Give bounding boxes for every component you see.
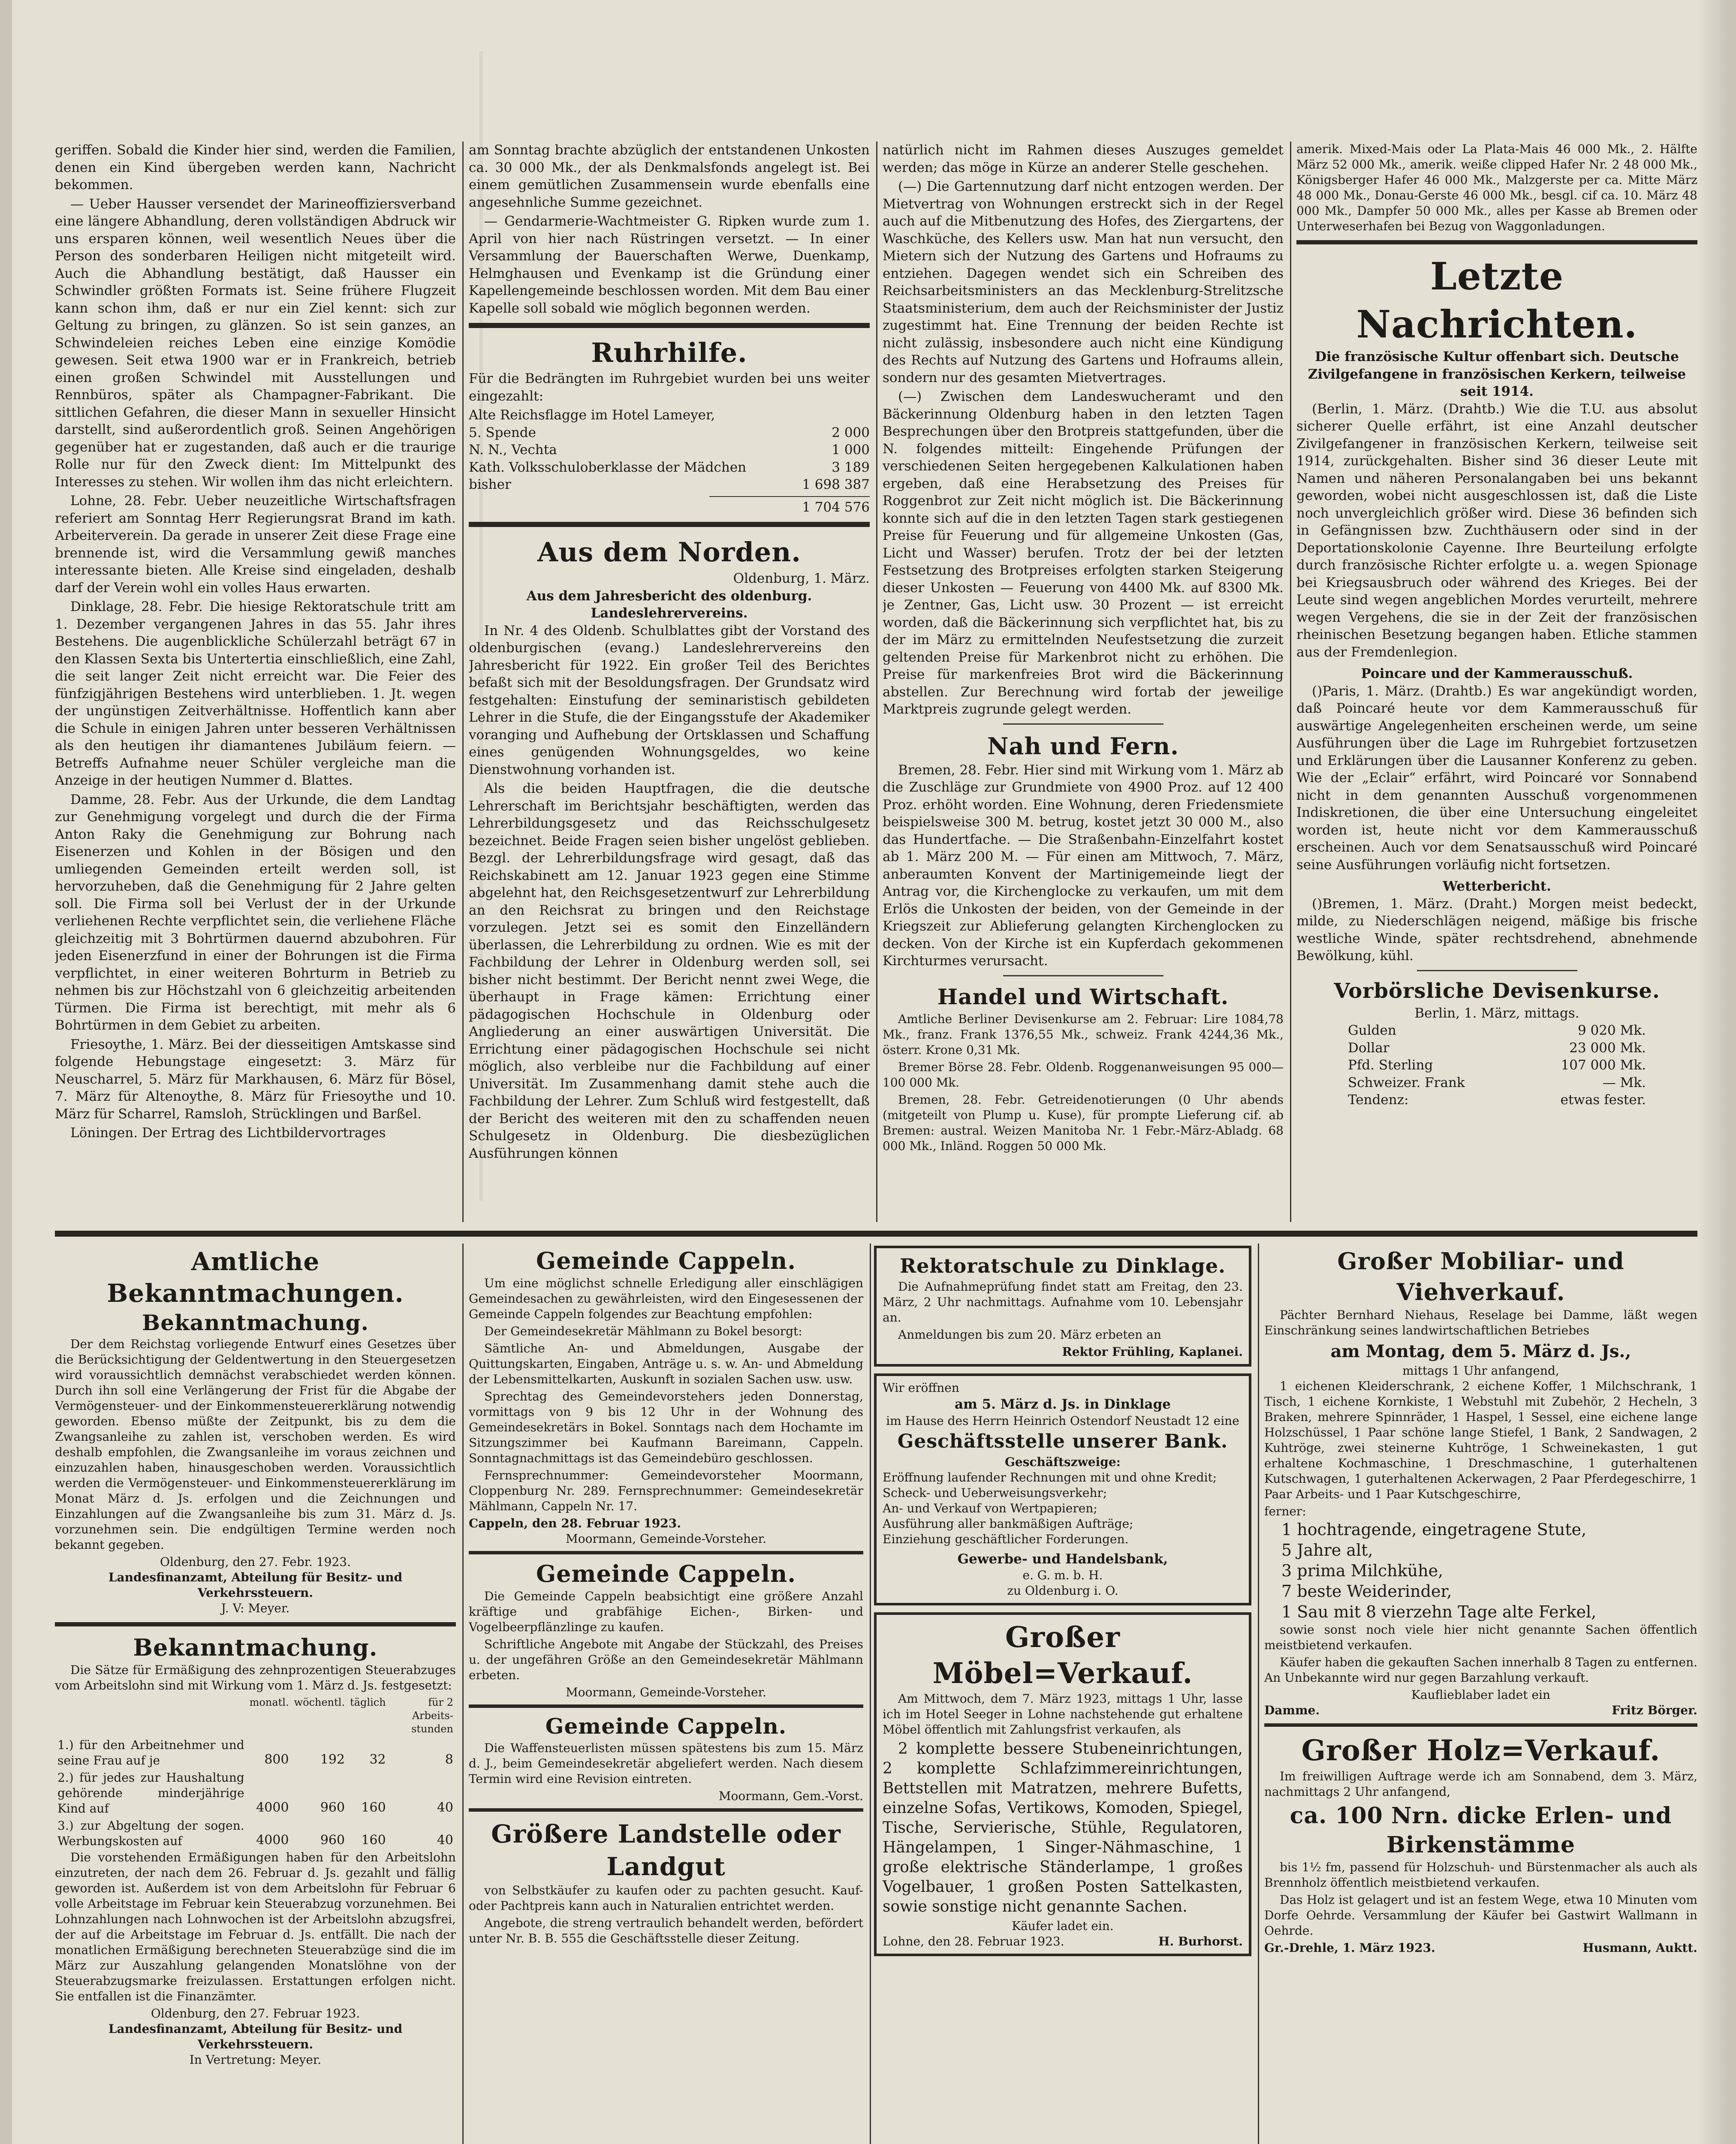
bank-service-item: Ausführung aller bankmäßigen Aufträge; xyxy=(883,1516,1133,1531)
devisen-label: Gulden xyxy=(1348,1023,1396,1038)
devisen-heading: Vorbörsliche Devisenkurse. xyxy=(1334,979,1660,1003)
bank-heading: Geschäftsstelle unserer Bank. xyxy=(897,1430,1228,1452)
mobiliar-paragraph: 1 eichenen Kleiderschrank, 2 eichene Koffer, 1 Milchschrank, 1 Tisch, 1 eichene Kornkiste, 1 Webstuhl mit Zubehör, 2 Hecheln, 3 Braken, mehrere Spinnräder, 1 Haspel, 1 Sessel, eine eichene lange Holzschüssel, 1 Paar schöne lange Stiefel, 1 Bank, 2 Sandwagen, 2 Kuhtröge, zwei steinerne Kuhtröge, 1 Schweinekasten, 1 gut erhaltene Kochmaschine, 1 Dreschmaschine, 1 guterhaltenen Kutschwagen, 1 guterhaltenen Ackerwagen, 2 Paar Pferdegeschirre, 1 Paar Arbeits- und 1 Paar Kutschgeschirre, xyxy=(1264,1379,1697,1501)
col1-paragraph: geriffen. Sobald die Kinder hier sind, werden die Familien, denen ein Kind übergeben werden kann, Nachricht bekommen. xyxy=(55,142,456,193)
devisen-row xyxy=(1348,1039,1646,1057)
column-rule xyxy=(462,142,464,1222)
cappeln1-signature-place: Cappeln, den 28. Februar 1923. xyxy=(469,1516,681,1530)
col4-paragraph: amerik. Mixed-Mais oder La Plata-Mais 46 000 Mk., 2. Hälfte März 52 000 Mk., amerik. weiße clipped Hafer Nr. 2 48 000 Mk., Königsberger Hafer 46 000 Mk., Malzgerste per ca. Mitte März 48 000 Mk., Donau-Gerste 46 000 Mk., besgl. cif ca. 10. März 48 000 Mk., Dampfer 50 000 Mk., alles per Kasse ab Bremen oder Unterweserhafen bei Bezug von Waggonladungen. xyxy=(1296,142,1697,233)
bekanntmachung-heading: Bekanntmachung. xyxy=(142,1310,369,1335)
col4-paragraph: ()Bremen, 1. März. (Draht.) Morgen meist bedeckt, milde, zu Niederschlägen neigend, mäßige bis frische westliche Winde, später rechtsdrehend, abnehmende Bewölkung, kühl. xyxy=(1296,896,1697,964)
mobiliar-signature xyxy=(1264,1703,1697,1718)
bank-org2: e. G. m. b. H. xyxy=(1022,1568,1103,1582)
bank-service-item: Scheck- und Ueberweisungsverkehr; xyxy=(883,1485,1107,1500)
section-divider xyxy=(1003,975,1163,976)
mobiliar-paragraph: sowie sonst noch viele hier nicht genannte Sachen öffentlich meistbietend verkaufen. xyxy=(1264,1623,1697,1652)
steuer-table-cell: 160 xyxy=(361,1832,386,1848)
ad-column-verkauf xyxy=(1264,1246,1697,2144)
steuer-table-cell: 800 xyxy=(264,1752,289,1767)
ad-amtliche-bekanntmachungen xyxy=(55,1246,456,2144)
steuer-table-header xyxy=(55,1695,456,1737)
bank-service-item: Eröffnung laufender Rechnungen mit und ohne Kredit; xyxy=(883,1470,1217,1485)
steuer-table-cell: 160 xyxy=(361,1800,386,1815)
devisen-value: 107 000 Mk. xyxy=(1561,1057,1646,1073)
cappeln1-paragraph: Der Gemeindesekretär Mählmann zu Bokel besorgt: xyxy=(484,1324,802,1338)
bank-intro: Wir eröffnen xyxy=(883,1381,959,1395)
ad-mobiliar xyxy=(1264,1246,1697,1727)
devisen-label: Dollar xyxy=(1348,1040,1389,1056)
holz-signature xyxy=(1264,1940,1697,1956)
moebel-heading: Großer Möbel=Verkauf. xyxy=(932,1620,1193,1690)
devisen-value: 9 020 Mk. xyxy=(1578,1023,1646,1038)
ad-rektoratschule xyxy=(874,1246,1251,1367)
section-divider xyxy=(469,323,870,328)
norden-heading: Aus dem Norden. xyxy=(537,536,801,568)
steuer-table-row xyxy=(55,1817,456,1850)
steuer-table-label: 3.) zur Abgeltung der sogen. Werbungskosten auf xyxy=(57,1819,244,1848)
ruhrhilfe-row xyxy=(469,459,870,476)
ads-separator xyxy=(55,1231,1697,1237)
ruhrhilfe-label: Kath. Volksschuloberklasse der Mädchen xyxy=(469,459,747,475)
col3-paragraph: Bremer Börse 28. Febr. Oldenb. Roggenanweisungen 95 000—100 000 Mk. xyxy=(883,1060,1284,1090)
wetter-heading: Wetterbericht. xyxy=(1443,879,1551,894)
amtlich-signature-org: Landesfinanzamt, Abteilung für Besitz- und Verkehrssteuern. xyxy=(108,1570,403,1600)
ruhrhilfe-value: 1 698 387 xyxy=(802,477,870,492)
norden-subheading: Aus dem Jahresbericht des oldenburg. Landeslehrervereins. xyxy=(526,588,812,621)
ad-cappeln-1 xyxy=(469,1246,863,1554)
poincare-heading: Poincare und der Kammerausschuß. xyxy=(1361,666,1633,681)
column-3 xyxy=(883,142,1284,1224)
mobiliar-paragraph: Pächter Bernhard Niehaus, Reselage bei Damme, läßt wegen Einschränkung seines landwirtschaftlichen Betriebes xyxy=(1264,1308,1697,1337)
rektorat-paragraph: Die Aufnahmeprüfung findet statt am Freitag, den 23. März, 2 Uhr nachmittags. Aufnahme vom 10. Lebensjahr an. xyxy=(883,1280,1243,1325)
devisen-list xyxy=(1296,1022,1697,1109)
col2-paragraph: In Nr. 4 des Oldenb. Schulblattes gibt der Vorstand des oldenburgischen (evang.) Landeslehrervereins den Jahresbericht für 1922. Ein großer Teil des Berichtes befaßt sich mit der Besoldungsfragen. Der Grundsatz wird festgehalten: Einstufung der seminaristisch gebildeten Lehrer in die Stufe, die der Eingangsstufe der Akademiker voranging und Aufhebung der Ortsklassen und Schaffung eines genügenden Wohnungsgeldes, wo keine Dienstwohnung vorhanden ist. xyxy=(469,623,870,777)
amtlich-paragraph: Der dem Reichstag vorliegende Entwurf eines Gesetzes über die Berücksichtigung der Geldentwertung in den Steuergesetzen wird voraussichtlich demnächst verabschiedet werden können. Durch ihn soll eine Verlängerung der Frist für die Abgabe der Vermögensteuer- und der Einkommensteuererklärung notwendig geworden. Ebenso müßte der Zeitpunkt, bis zu dem die Zwangsanleihe zu zahlen ist, verschoben werden. Es wird deshalb empfohlen, die Zwangsanleihe im voraus zeichnen und einzuzahlen haben, hinausgeschoben werden. Voraussichtlich werden die Vermögensteuer- und Einkommensteuererklärung im Monat März d. Js. erfolgen und die Zeichnungen und Einzahlungen auf die Zwangsanleihe bis zum 31. März d. Js. vorzunehmen sein. Die endgültigen Termine werden noch bekannt gegeben. xyxy=(55,1337,456,1552)
bekannt2-signature-place: Oldenburg, den 27. Februar 1923. xyxy=(151,2006,360,2021)
devisen-row xyxy=(1348,1022,1646,1039)
devisen-row xyxy=(1348,1074,1646,1092)
ad-column-rule xyxy=(462,1244,464,2144)
rektorat-heading: Rektoratschule zu Dinklage. xyxy=(899,1254,1226,1277)
devisen-row xyxy=(1348,1091,1646,1109)
steuer-table xyxy=(55,1695,456,1850)
col1-paragraph: Lohne, 28. Febr. Ueber neuzeitliche Wirtschaftsfragen referiert am Sonntag Herr Regierungsrat Brand im kath. Arbeiterverein. Da gerade in unserer Zeit diese Frage eine brennende ist, wird die Versammlung gewiß manches interessante bieten. Alle Kreise sind eingeladen, deshalb darf der Verein wohl ein volles Haus erwarten. xyxy=(55,493,456,596)
holz-signature-name: Husmann, Auktt. xyxy=(1582,1941,1697,1955)
devisen-dateline: Berlin, 1. März, mittags. xyxy=(1414,1005,1579,1021)
ruhrhilfe-row xyxy=(469,407,870,424)
mobiliar-ferner: ferner: xyxy=(1264,1504,1306,1518)
col1-paragraph: Dinklage, 28. Febr. Die hiesige Rektoratschule tritt am 1. Dezember vergangenen Jahres in das 55. Jahr ihres Bestehens. Die augenblickliche Schülerzahl beträgt 67 in den Klassen Sexta bis Untertertia einschließlich, eine Zahl, die seit langer Zeit nicht erreicht war. Die Feier des fünfzigjährigen Bestehens wird unterblieben. 1. Jt. wegen der ungünstigen Zeitverhältnisse. Hoffentlich kann aber die Schule in einigen Jahren unter besseren Verhältnissen als den heutigen ihr diamantenes Jubiläum feiern. — Betreffs Aufnahme neuer Schüler vergleiche man die Anzeige in der heutigen Nummer d. Blattes. xyxy=(55,599,456,788)
section-divider xyxy=(1296,240,1697,244)
col3-paragraph: (—) Zwischen dem Landeswucheramt und den Bäckerinnung Oldenburg haben in den letzten Tagen Besprechungen über den Brotpreis stattgefunden, über die N. folgendes mitteilt: Eingehende Prüfungen der verschiedenen Seiten hergegebenen Kalkulationen haben ergeben, daß eine Herabsetzung des Preises für Roggenbrot zur Zeit nicht möglich ist. Die Bäckerinnung konnte sich auf die in den letzten Tagen stark gestiegenen Preise für Feuerung und für allgemeine Unkosten (Gas, Licht und Wasser) berufen. Trotz der bei der letzten Festsetzung des Brotpreises erfolgten starken Steigerung dieser Unkosten — Feuerung von 4400 Mk. auf 8300 Mk. je Zentner, Gas, Licht usw. 30 Prozent — ist erreicht worden, daß die Bäckerinnung sich verpflichtet hat, bis zu der im März zu ermittelnden Neufestsetzung die zurzeit geltenden Preise für Markenbrot nicht zu erhöhen. Die Preise für markenfreies Brot wird die Bäckerinnung abstellen. Zur Berechnung wird fortab der jeweilige Marktpreis zugrunde gelegt werden. xyxy=(883,389,1284,717)
steuer-table-column-header: täglich xyxy=(350,1696,386,1708)
column-4 xyxy=(1296,142,1697,1224)
mobiliar-signature-name: Fritz Börger. xyxy=(1612,1703,1697,1717)
moebel-signature-place: Lohne, den 28. Februar 1923. xyxy=(883,1934,1064,1948)
cappeln3-heading: Gemeinde Cappeln. xyxy=(545,1713,787,1739)
steuer-table-cell: 960 xyxy=(320,1832,345,1848)
ad-moebel xyxy=(874,1612,1251,1956)
ad-landstelle xyxy=(469,1812,863,1954)
ruhrhilfe-label: bisher xyxy=(469,477,511,492)
mobiliar-paragraph: Käufer haben die gekauften Sachen innerhalb 8 Tagen zu entfernen. An Unbekannte wird nur gegen Barzahlung verkauft. xyxy=(1264,1655,1697,1685)
mobiliar-animal-item: 7 beste Weiderinder, xyxy=(1281,1582,1452,1601)
rektorat-signature: Rektor Frühling, Kaplanei. xyxy=(1062,1345,1243,1359)
steuer-table-column-header: monatl. xyxy=(249,1696,289,1708)
letzte-nachrichten-heading: Letzte Nachrichten. xyxy=(1356,254,1638,346)
column-1 xyxy=(55,142,456,1224)
col4-paragraph: ()Paris, 1. März. (Drahtb.) Es war angekündigt worden, daß Poincaré heute vor dem Kammerausschuß für auswärtige Angelegenheiten erscheinen werde, um seine Ausführungen über die Lage im Ruhrgebiet fortzusetzen und Erklärungen über die Lausanner Konferenz zu geben. Wie der „Eclair“ erfährt, wird Poincaré vor Sonnabend nicht in dem genannten Ausschuß vorgenommenen Indiskretionen, die über eine Untersuchung eingeleitet worden ist, heute nicht vor dem Kammerausschuß erscheinen. Auch vor dem Senatsausschuß wird Poincaré seine Ausführungen vorläufig nicht fortsetzen. xyxy=(1296,683,1697,873)
steuer-table-cell: 32 xyxy=(369,1752,386,1767)
steuer-table-corner xyxy=(55,1695,247,1737)
holz-signature-place: Gr.-Drehle, 1. März 1923. xyxy=(1264,1941,1435,1955)
ruhrhilfe-list xyxy=(469,407,870,494)
devisen-row xyxy=(1348,1057,1646,1074)
col2-paragraph: Als die beiden Hauptfragen, die die deutsche Lehrerschaft im Berichtsjahr beschäftigten, werden das Lehrerbildungsgesetz und das Reichsschulgesetz bezeichnet. Beide Fragen seien bisher ungelöst geblieben. Bezgl. der Lehrerbildungsfrage wird gesagt, daß das Reichskabinett am 12. Januar 1923 gegen eine Stimme abgelehnt hat, den Reichsgesetzentwurf zur Lehrerbildung an den Reichsrat zu bringen und den Reichstage vorzulegen. Jetzt sei es somit den Einzelländern überlassen, die Lehrerbildung zu ordnen. Wie es mit der Fachbildung der Lehrer in Oldenburg werden soll, sei bisher nicht bestimmt. Der Bericht nennt zwei Wege, die überhaupt in Frage kämen: Errichtung einer pädagogischen Hochschule in Oldenburg oder Angliederung an einer auswärtigen Universität. Die Errichtung einer pädagogischen Hochschule sei nicht möglich, also verbleibe nur die Fachbildung auf einer Universität. Im Zusammenhang damit stehe auch die Fachbildung der Lehrer. Zum Schluß wird festgestellt, daß der Bericht des weiteren mit den zu schaffenden neuen Schulgesetz in Oldenburg. Die diesbezüglichen Ausführungen können xyxy=(469,781,870,1161)
cappeln1-paragraph: Um eine möglichst schnelle Erledigung aller einschlägigen Gemeindesachen zu gewährleisten, wird den Eingesessenen der Gemeinde Cappeln folgendes zur Beachtung empfohlen: xyxy=(469,1276,863,1321)
steuer-table-cell: 40 xyxy=(437,1832,453,1848)
ruhrhilfe-total: 1 704 576 xyxy=(709,496,870,516)
holz-paragraph: bis 1½ fm, passend für Holzschuh- und Bürstenmacher als auch als Brennholz öffentlich meistbietend verkaufen. xyxy=(1264,1860,1697,1890)
ad-holz xyxy=(1264,1727,1697,1956)
cappeln1-paragraph: Fernsprechnummer: Gemeindevorsteher Moormann, Cloppenburg Nr. 289. Fernsprechnummer: Gemeindesekretär Mählmann, Cappeln Nr. 17. xyxy=(469,1468,863,1513)
ad-cappeln-3 xyxy=(469,1708,863,1812)
steuer-table-label: 1.) für den Arbeitnehmer und seine Frau auf je xyxy=(57,1738,244,1768)
column-rule xyxy=(1290,142,1291,1222)
steuer-table-cell: 192 xyxy=(320,1752,345,1767)
ruhrhilfe-row xyxy=(469,424,870,442)
ruhrhilfe-row xyxy=(469,441,870,459)
steuer-table-cell: 8 xyxy=(445,1752,453,1767)
steuer-table-column-header: wöchentl. xyxy=(294,1696,345,1708)
bekanntmachung2-heading: Bekanntmachung. xyxy=(133,1634,378,1661)
rektorat-paragraph: Anmeldungen bis zum 20. März erbeten an xyxy=(898,1328,1161,1342)
devisen-value: — Mk. xyxy=(1602,1075,1646,1090)
bank-services-list xyxy=(883,1470,1243,1547)
column-rule xyxy=(876,142,877,1222)
bank-service-item: An- und Verkauf von Wertpapieren; xyxy=(883,1501,1097,1515)
bank-place: im Hause des Herrn Heinrich Ostendorf Neustadt 12 eine xyxy=(886,1413,1239,1428)
ad-divider xyxy=(55,1622,456,1626)
steuer-table-cell: 40 xyxy=(437,1800,453,1815)
holz-offer: ca. 100 Nrn. dicke Erlen- und Birkenstämme xyxy=(1290,1803,1672,1858)
ad-column-dinklage xyxy=(874,1246,1251,2144)
col3-paragraph: Amtliche Berliner Devisenkurse am 2. Februar: Lire 1084,78 Mk., franz. Frank 1376,55 Mk., schweiz. Frank 4244,36 Mk., österr. Krone 0,31 Mk. xyxy=(883,1012,1284,1057)
steuer-table-column-header: für 2 Arbeits-stunden xyxy=(411,1696,453,1735)
mobiliar-invite: Kauflieblaber ladet ein xyxy=(1411,1688,1551,1702)
holz-paragraph: Das Holz ist gelagert und ist an festem Wege, etwa 10 Minuten vom Dorfe Oehrde. Versammlung der Käufer bei Gastwirt Wallmann in Oehrde. xyxy=(1264,1893,1697,1938)
ruhrhilfe-label: 5. Spende xyxy=(469,425,536,440)
bank-org: Gewerbe- und Handelsbank, xyxy=(957,1551,1168,1567)
devisen-value: etwas fester. xyxy=(1560,1092,1646,1108)
holz-paragraph: Im freiwilligen Auftrage werde ich am Sonnabend, dem 3. März, nachmittags 2 Uhr anfangend, xyxy=(1264,1769,1697,1799)
mobiliar-animal-item: 1 hochtragende, eingetragene Stute, xyxy=(1281,1520,1587,1539)
cappeln2-paragraph: Schriftliche Angebote mit Angabe der Stückzahl, des Preises u. der ungefähren Größe an den Gemeindesekretär Mählmann erbeten. xyxy=(469,1637,863,1682)
bekannt2-paragraph: Die vorstehenden Ermäßigungen haben für den Arbeitslohn einzutreten, der nach dem 26. Februar d. Js. gezahlt und fällig geworden ist. Außerdem ist von dem Arbeitslohn für Februar 6 volle Arbeitstage im Februar kein Steuerabzug vorzunehmen. Bei Lohnzahlungen nach Lohnwochen ist der Arbeitslohn abzugsfrei, der auf die Arbeitstage im Februar d. Js. entfällt. Die nach der monatlichen Ermäßigung berechneten Steuerabzüge sind die im März zur Auszahlung gelangenden Monatslöhne von der Steuerabzugsmarke freizulassen. Erstattungen erfolgen nicht. Sie entfallen ist die Finanzämter. xyxy=(55,1850,456,2003)
landstelle-heading: Größere Landstelle oder Landgut xyxy=(491,1819,841,1881)
landstelle-paragraph: von Selbstkäufer zu kaufen oder zu pachten gesucht. Kauf- oder Pachtpreis kann auch in Naturalien entrichtet werden. xyxy=(469,1883,863,1913)
cappeln3-signature-name: Moormann, Gem.-Vorst. xyxy=(718,1789,863,1803)
steuer-table-cell: 4000 xyxy=(256,1832,289,1848)
bank-service-item: Einziehung geschäftlicher Forderungen. xyxy=(883,1532,1129,1546)
col3-paragraph: natürlich nicht im Rahmen dieses Auszuges gemeldet werden; das möge in Kürze an anderer Stelle geschehen. xyxy=(883,142,1284,175)
mobiliar-animal-item: 1 Sau mit 8 vierzehn Tage alte Ferkel, xyxy=(1281,1602,1597,1621)
col2-paragraph: — Gendarmerie-Wachtmeister G. Ripken wurde zum 1. April von hier nach Rüstringen versetzt. — In einer Versammlung der Bauerschaften Werwe, Duenkamp, Helmghausen und Evenkamp ist die Gründung einer Kapellengemeinde beschlossen worden. Mit dem Bau einer Kapelle soll sobald wie möglich begonnen werden. xyxy=(469,214,870,316)
ad-column-rule xyxy=(1258,1244,1259,2144)
col2-paragraph: am Sonntag brachte abzüglich der entstandenen Unkosten ca. 30 000 Mk., der als Denkmalsfonds angelegt ist. Bei einem gemütlichen Zusammensein wurde ebenfalls eine angesehnliche Summe gezeichnet. xyxy=(469,142,870,210)
mobiliar-animal-list xyxy=(1264,1519,1697,1622)
col1-paragraph: Löningen. Der Ertrag des Lichtbildervortrages xyxy=(70,1125,386,1141)
ruhrhilfe-label: N. N., Vechta xyxy=(469,442,557,458)
section-divider xyxy=(469,522,870,527)
ad-column-cappeln xyxy=(469,1246,863,2144)
bekannt2-signature-name: In Vertretung: Meyer. xyxy=(189,2053,322,2067)
cappeln1-signature-name: Moormann, Gemeinde-Vorsteher. xyxy=(566,1532,766,1546)
moebel-paragraph: 2 komplette bessere Stubeneinrichtungen, 2 komplette Schlafzimmereinrichtungen, Bettstellen mit Matratzen, mehrere Bufetts, einzelne Sofas, Vertikows, Komoden, Spiegel, Tische, Servierische, Stühle, Regulatoren, Hängelampen, 1 Singer-Nähmaschine, 1 große elektrische Ständerlampe, 1 großes Vogelbauer, 1 großen Posten Sattelkasten, sowie sonstige nicht genannte Sachen. xyxy=(883,1740,1243,1915)
devisen-label: Schweizer. Frank xyxy=(1348,1075,1465,1090)
bank-org3: zu Oldenburg i. O. xyxy=(1007,1584,1118,1598)
moebel-signature-name: H. Burhorst. xyxy=(1158,1934,1243,1948)
handel-heading: Handel und Wirtschaft. xyxy=(937,984,1229,1009)
ruhrhilfe-row xyxy=(469,476,870,494)
ruhrhilfe-intro: Für die Bedrängten im Ruhrgebiet wurden bei uns weiter eingezahlt: xyxy=(469,371,870,404)
mobiliar-signature-place: Damme. xyxy=(1264,1703,1320,1717)
ruhrhilfe-heading: Ruhrhilfe. xyxy=(591,337,747,368)
cappeln1-paragraph: Sämtliche An- und Abmeldungen, Ausgabe der Quittungskarten, Eingaben, Anträge u. s. w. An- und Abmeldung der Lebensmittelkarten, Auskunft in sozialen Sachen usw. usw. xyxy=(469,1341,863,1386)
column-2 xyxy=(469,142,870,1224)
col1-paragraph: — Ueber Hausser versendet der Marineoffiziersverband eine längere Abhandlung, deren vollständigen Abdruck wir uns ersparen können, weil wesentlich Neues über die Person des sonderbaren Heiligen nicht mitgeteilt wird. Auch die Abhandlung bestätigt, daß Hausser ein Schwindler größten Formats ist. Seine frühere Flugzeit kann schon ihm, daß er nur ein Ziel kennt: sich zur Geltung zu bringen, zu glänzen. So ist sein ganzes, an Schwindeleien reiches Leben eine einzige Komödie gewesen. Seit etwa 1900 war er in Frankreich, betrieb einen großen Schwindel mit Ausstellungen und Rennbüros, später als Champagner-Fabrikant. Die sittlichen Gefahren, die dieser Mann in sexueller Hinsicht darstellt, sind außerordentlich groß. Seinen Angehörigen gegenüber hat er zugestanden, daß auch er die traurige Rolle nur für den Zweck dient: Im Mittelpunkt des Interesses zu stehen. Wir wollen ihm das nicht erleichtern. xyxy=(55,196,456,490)
landstelle-paragraph: Angebote, die streng vertraulich behandelt werden, befördert unter Nr. B. B. 555 die Geschäftsstelle dieser Zeitung. xyxy=(469,1916,863,1945)
mobiliar-heading: Großer Mobiliar- und Viehverkauf. xyxy=(1337,1247,1624,1306)
steuer-table-cell: 960 xyxy=(320,1800,345,1815)
bank-date: am 5. März d. Js. in Dinklage xyxy=(955,1397,1171,1412)
moebel-paragraph: Am Mittwoch, dem 7. März 1923, mittags 1 Uhr, lasse ich im Hotel Seeger in Lohne nachstehende gut erhaltene Möbel öffentlich mit Zahlungsfrist verkaufen, als xyxy=(883,1692,1243,1737)
col3-paragraph: Bremen, 28. Febr. Getreidenotierungen (0 Uhr abends (mitgeteilt von Plump u. Kuse), für prompte Lieferung cif. ab Bremen: austral. Weizen Manitoba Nr. 1 Febr.-März-Abladg. 68 000 Mk., Inländ. Roggen 50 000 Mk. xyxy=(883,1092,1284,1153)
ruhrhilfe-value: 1 000 xyxy=(832,442,870,458)
ad-column-rule xyxy=(870,1244,871,2144)
steuer-table-row xyxy=(55,1769,456,1817)
devisen-label: Pfd. Sterling xyxy=(1348,1057,1433,1073)
col4-paragraph: (Berlin, 1. März. (Drahtb.) Wie die T.U. aus absolut sicherer Quelle erfährt, ist eine Anzahl deutscher Zivilgefangener in französischen Kerkern, teilweise seit 1914, zurückgehalten. Bisher sind 36 dieser Leute mit Namen und näheren Personalangaben bei uns bekannt geworden, wobei nicht ausgeschlossen ist, daß die Liste noch unvergleichlich größer wird. Diese 36 befinden sich in Gefängnissen bzw. Zuchthäusern oder sind in der Deportationskolonie Cayenne. Ihre Beurteilung erfolgte durch französische Richter erfolgte u. a. wegen Spionage bei Kriegsausbruch oder während des Krieges. Bei der Leute sind wegen angeblichen Mordes verurteilt, mehrere wegen Vergehens, die sie in der Zeit der französischen rheinischen Besetzung begangen haben. Etliche stammen aus der Fremdenlegion. xyxy=(1296,401,1697,660)
col1-paragraph: Friesoythe, 1. März. Bei der diesseitigen Amtskasse sind folgende Hebungstage eingesetzt: 3. März für Neuscharrel, 5. März für Markhausen, 6. März für Bösel, 7. März für Altenoythe, 8. März für Friesoythe und 10. März für Scharrel, Ramsloh, Strücklingen und Barßel. xyxy=(55,1036,456,1122)
cappeln1-paragraph: Sprechtag des Gemeindevorstehers jeden Donnerstag, vormittags von 9 bis 12 Uhr in der Wohnung des Gemeindesekretärs in Bokel. Sonntags nach dem Hochamte im Sitzungszimmer bei Kaufmann Bareimann, Cappeln. Sonntagnachmittags ist das Gemeindebüro geschlossen. xyxy=(469,1389,863,1465)
col3-paragraph: (—) Die Gartennutzung darf nicht entzogen werden. Der Mietvertrag von Wohnungen erstreckt sich in der Regel auch auf die Mitbenutzung des Hofes, des Ziergartens, der Waschküche, des Kellers usw. Man hat nun versucht, den Mietern sich der Nutzung des Gartens und Hofraums zu entziehen. Dagegen wendet sich ein Schreiben des Reichsarbeitsministers an das Mecklenburg-Strelitzsche Staatsministerium, dem auch der Reichsminister der Justiz zugestimmt hat. Eine Trennung der beiden Rechte ist nicht zulässig, insbesondere auch nicht eine Kündigung des Rechts auf Nutzung des Gartens und Hofraums allein, sondern nur des gesamten Mietvertrages. xyxy=(883,179,1284,385)
cappeln3-paragraph: Die Waffensteuerlisten müssen spätestens bis zum 15. März d. J., beim Gemeindesekretär abgeliefert werden. Nach diesem Termin wird eine Revision eintreten. xyxy=(469,1741,863,1786)
bank-zweige-label: Geschäftszweige: xyxy=(1005,1454,1121,1469)
mobiliar-animal-item: 3 prima Milchkühe, xyxy=(1281,1561,1444,1580)
cappeln1-heading: Gemeinde Cappeln. xyxy=(536,1247,796,1274)
moebel-invite: Käufer ladet ein. xyxy=(1012,1919,1114,1933)
ruhrhilfe-value: 2 000 xyxy=(832,425,870,440)
cappeln2-paragraph: Die Gemeinde Cappeln beabsichtigt eine größere Anzahl kräftige und grabfähige Eichen-, Birken- und Vogelbeerpflänzlinge zu kaufen. xyxy=(469,1589,863,1634)
newspaper-page xyxy=(12,0,1727,2144)
bekannt2-signature-org: Landesfinanzamt, Abteilung für Besitz- und Verkehrssteuern. xyxy=(108,2022,403,2051)
mobiliar-time: mittags 1 Uhr anfangend, xyxy=(1402,1364,1559,1378)
mobiliar-date: am Montag, dem 5. März d. Js., xyxy=(1330,1341,1631,1361)
moebel-signature xyxy=(883,1934,1243,1949)
steuer-table-label: 2.) für jedes zur Haushaltung gehörende minderjährige Kind auf xyxy=(57,1771,244,1816)
holz-heading: Großer Holz=Verkauf. xyxy=(1301,1734,1661,1767)
col1-paragraph: Damme, 28. Febr. Aus der Urkunde, die dem Landtag zur Genehmigung vorgelegt und durch die der Firma Anton Raky die Genehmigung zur Bohrung nach Eisenerzen und Kohlen in der Bösigen und den umliegenden Gemeinden erteilt werden soll, ist hervorzuheben, daß die Genehmigung für 2 Jahre gelten soll. Die Firma soll bei Verlust der in der Urkunde verliehenen Rechte verpflichtet sein, die verliehene Fläche gleichzeitig mit 3 Bohrtürmen dauernd abzubohren. Für jeden Eisenerzfund in einer der Bohrungen ist die Firma verpflichtet, in einer weiteren Bohrturm in Betrieb zu nehmen bis zur Höchstzahl von 6 gleichzeitig arbeitenden Türmen. Die Firma ist berechtigt, mit mehr als 6 Bohrtürmen in dem Gebiet zu arbeiten. xyxy=(55,792,456,1033)
ad-cappeln-2 xyxy=(469,1554,863,1708)
steuer-table-cell: 4000 xyxy=(256,1800,289,1815)
cappeln2-signature-name: Moormann, Gemeinde-Vorsteher. xyxy=(566,1685,766,1699)
section-divider xyxy=(1417,970,1577,971)
devisen-label: Tendenz: xyxy=(1348,1092,1409,1108)
nah-fern-heading: Nah und Fern. xyxy=(987,732,1179,760)
devisen-value: 23 000 Mk. xyxy=(1569,1040,1646,1056)
ruhrhilfe-label: Alte Reichsflagge im Hotel Lameyer, xyxy=(469,407,715,423)
norden-dateline: Oldenburg, 1. März. xyxy=(733,571,870,586)
letzte-nachrichten-subheading: Die französische Kultur offenbart sich. Deutsche Zivilgefangene in französischen Kerkern, teilweise seit 1914. xyxy=(1308,349,1686,399)
cappeln2-heading: Gemeinde Cappeln. xyxy=(536,1560,796,1587)
amtlich-signature-place: Oldenburg, den 27. Febr. 1923. xyxy=(160,1555,351,1569)
steuer-table-row xyxy=(55,1737,456,1769)
mobiliar-animal-item: 5 Jahre alt, xyxy=(1281,1541,1373,1560)
col3-paragraph: Bremen, 28. Febr. Hier sind mit Wirkung vom 1. März ab die Zuschläge zur Grundmiete von 4900 Proz. auf 12 400 Proz. erhöht worden. Eine Wohnung, deren Friedensmiete beispielsweise 300 M. betrug, kostet jetzt 30 000 M., also das Hundertfache. — Die Straßenbahn-Einzelfahrt kostet ab 1. März 200 M. — Für einen am Mittwoch, 7. März, anberaumten Konvent der Martinigemeinde liegt der Antrag vor, die Kirchenglocke zu verkaufen, um mit dem Erlös die Unkosten der beiden, von der Gemeinde in der Kriegszeit zur Ablieferung gelangten Kirchenglocken zu decken. Von der Kirche ist ein Kupferdach gekommenen Kirchturmes verursacht. xyxy=(883,762,1284,969)
ad-bank xyxy=(874,1373,1251,1605)
amtliche-heading: Amtliche Bekanntmachungen. xyxy=(107,1247,404,1308)
amtlich-signature-name: J. V: Meyer. xyxy=(221,1601,290,1615)
ruhrhilfe-value: 3 189 xyxy=(832,459,870,475)
section-divider xyxy=(1003,723,1163,725)
bekannt2-paragraph: Die Sätze für Ermäßigung des zehnprozentigen Steuerabzuges vom Arbeitslohn sind mit Wirkung vom 1. März d. Js. festgesetzt: xyxy=(55,1663,456,1692)
